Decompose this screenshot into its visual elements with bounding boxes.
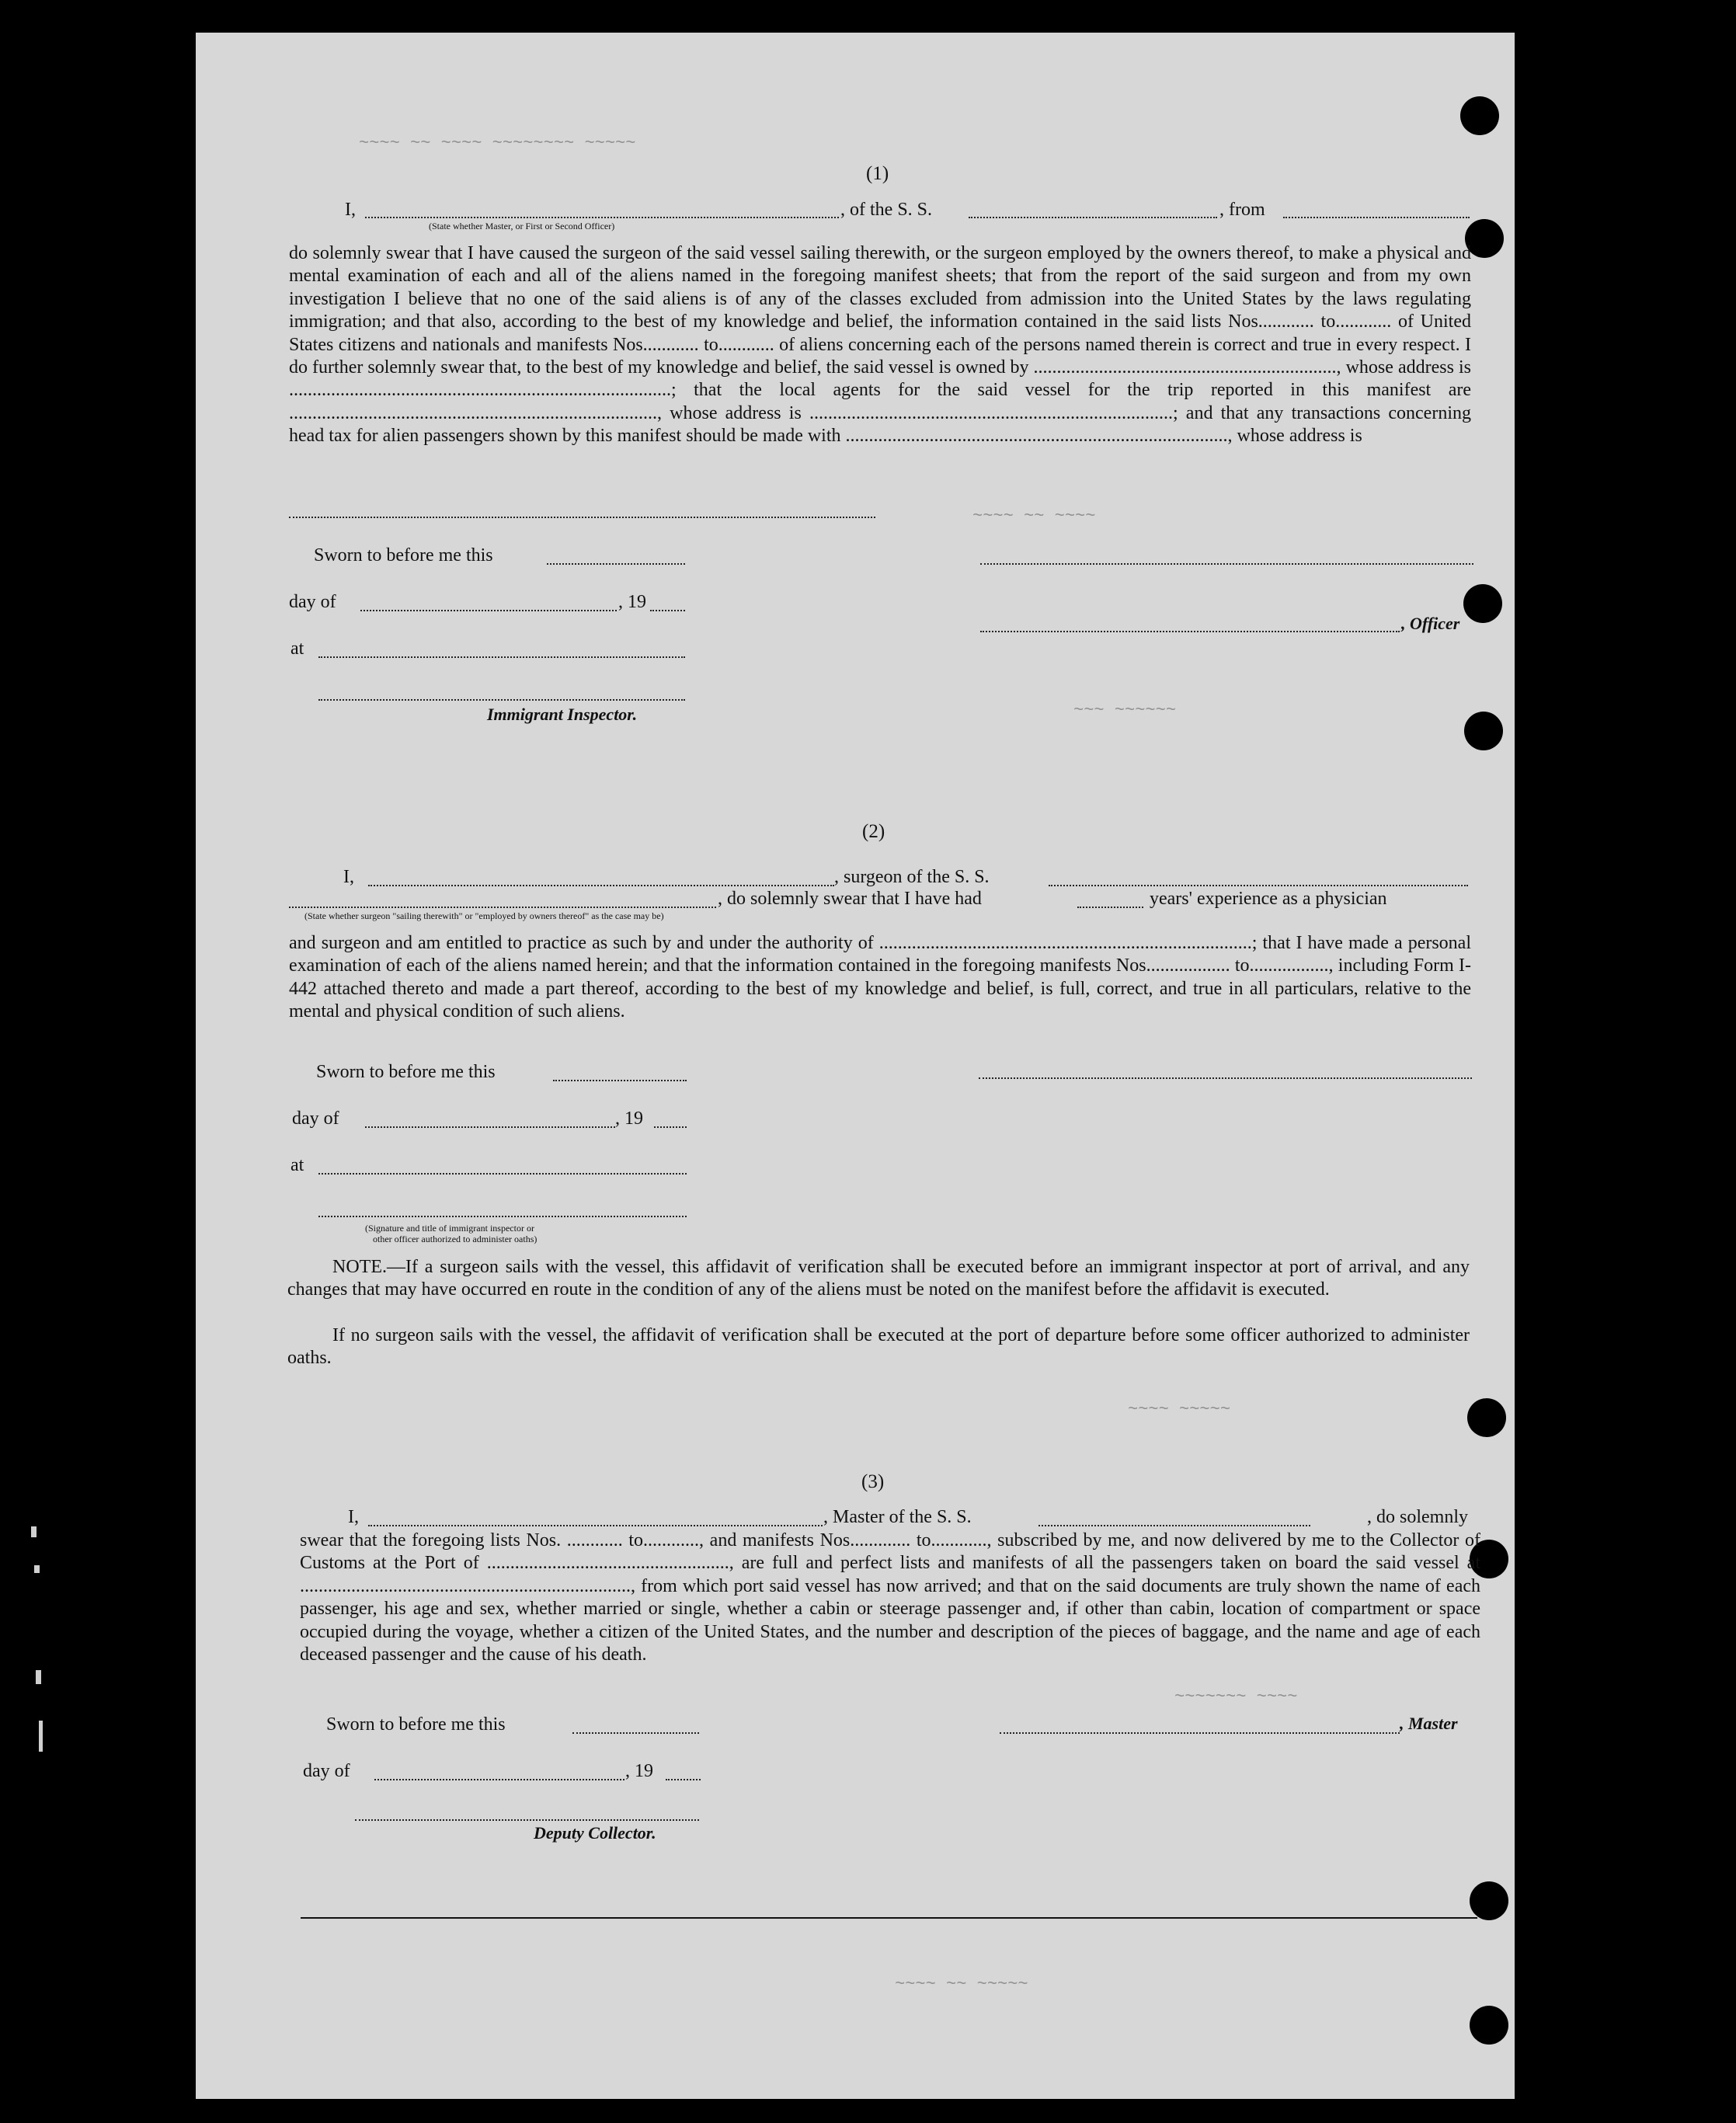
officer-title-field[interactable]: [980, 631, 1400, 632]
sworn-label: Sworn to before me this: [314, 545, 493, 566]
master-vessel-field[interactable]: [1038, 1525, 1310, 1526]
year-field[interactable]: [666, 1779, 701, 1780]
sworn-date-field[interactable]: [572, 1732, 699, 1734]
of-ss-label: , of the S. S.: [840, 200, 933, 220]
day-of-label: day of: [289, 592, 336, 612]
at-place-field[interactable]: [318, 1173, 687, 1175]
punch-hole: [1470, 2006, 1508, 2045]
from-port-field[interactable]: [1283, 217, 1470, 218]
surgeon-status-hint: (State whether surgeon "sailing therewith" or "employed by owners thereof" as the case may be): [304, 910, 664, 921]
surgeon-status-field[interactable]: [289, 907, 716, 908]
at-label: at: [290, 639, 304, 659]
sworn-date-field[interactable]: [553, 1080, 687, 1081]
film-speck: [31, 1526, 37, 1537]
surgeon-vessel-field[interactable]: [1049, 885, 1468, 886]
year-label: , 19: [618, 592, 646, 612]
bleed-through-text: ~~~~ ~~ ~~~~~: [895, 1975, 1028, 1994]
years-experience-label: years' experience as a physician: [1150, 889, 1387, 909]
section-3-heading: (3): [861, 1471, 885, 1492]
sworn-label: Sworn to before me this: [326, 1714, 506, 1735]
note-paragraph-2: If no surgeon sails with the vessel, the affidavit of verification shall be executed at the port of departure before some officer authorized to administer oaths.: [287, 1325, 1470, 1369]
surgeon-of-ss-label: , surgeon of the S. S.: [834, 867, 990, 887]
section-2-oath-text: and surgeon and am entitled to practice as such by and under the authority of ................................................................................; that I have made a personal examination of each of the aliens named herein; and that the information contained in the foregoing manifests Nos.................. to................., including Form I-442 attached thereto and made a part thereof, according to the best of my knowledge and belief, is full, correct, and true in all particulars, relative to the mental and physical condition of such aliens.: [289, 933, 1471, 1022]
film-speck: [34, 1565, 40, 1573]
section-2-heading: (2): [862, 821, 885, 842]
administering-officer-caption-1: (Signature and title of immigrant inspector or: [365, 1223, 534, 1234]
film-speck: [36, 1670, 41, 1684]
section-1-oath-text: do solemnly swear that I have caused the surgeon of the said vessel sailing therewith, or the surgeon employed by the owners thereof, to make a physical and mental examination of each and all of the aliens named in the foregoing manifest sheets; that from the report of the said surgeon and from my own investigation I believe that no one of the said aliens is of any of the classes excluded from admission into the United States by the laws regulating immigration; and that also, according to the best of my knowledge and belief, the information contained in the said lists Nos............ to............ of United States citizens and nationals and manifests Nos............ to............ of aliens concerning each of the persons named therein is correct and true in every respect. I do further solemnly swear that, to the best of my knowledge and belief, the said vessel is owned by ................................................................., whose address is ..................................................................................; that the local agents for the said vessel for the trip reported in this manifest are ..............................................................................., whose address is ..............................................................................; and that any transactions concerning head tax for alien passengers shown by this manifest should be made with .................................................................................., whose address is: [289, 243, 1471, 447]
from-label: , from: [1219, 200, 1265, 220]
master-name-field[interactable]: [368, 1525, 823, 1526]
master-name-label: I,: [348, 1507, 359, 1527]
form-page: [196, 33, 1515, 2099]
punch-hole: [1464, 712, 1503, 750]
day-of-field[interactable]: [360, 610, 617, 611]
master-caption: , Master: [1400, 1714, 1458, 1733]
vessel-name-field[interactable]: [969, 217, 1217, 218]
surgeon-name-label: I,: [343, 867, 354, 887]
administering-officer-signature-field[interactable]: [318, 1216, 687, 1217]
year-field[interactable]: [650, 610, 685, 611]
bleed-through-text: ~~~~ ~~ ~~~~: [972, 506, 1096, 526]
day-of-field[interactable]: [365, 1126, 615, 1128]
section-3-oath-text: swear that the foregoing lists Nos. ............ to............, and manifests Nos............. to............, subscribed by me, and now delivered by me to the Collector of Customs at the Port of ...................................................., are full and perfect lists and manifests of all the passengers taken on board the said vessel at ......................................................................., from which port said vessel has now arrived; and that on the said documents are truly shown the name of each passenger, his age and sex, whether married or single, whether a cabin or steerage passenger and, if other than cabin, location of compartment or space occupied during the voyage, whether a citizen of the United States, and the number and description of the pieces of baggage, and the name and age of each deceased passenger and the cause of his death.: [300, 1530, 1480, 1665]
sworn-label: Sworn to before me this: [316, 1062, 496, 1082]
officer-signature-field[interactable]: [980, 563, 1473, 565]
punch-hole: [1463, 584, 1502, 623]
bleed-through-text: ~~~ ~~~~~~: [1073, 701, 1177, 720]
bottom-rule: [301, 1917, 1477, 1919]
officer-name-label: I,: [345, 200, 356, 220]
sworn-date-field[interactable]: [547, 563, 685, 565]
note-paragraph-1: NOTE.—If a surgeon sails with the vessel, this affidavit of verification shall be executed before an immigrant inspector at port of arrival, and any changes that may have occurred en route in the condition of any of the aliens must be noted on the manifest before the affidavit is executed.: [287, 1257, 1470, 1300]
at-place-field[interactable]: [318, 656, 685, 658]
years-experience-field[interactable]: [1077, 907, 1143, 908]
year-label: , 19: [615, 1108, 643, 1129]
at-label: at: [290, 1155, 304, 1175]
day-of-label: day of: [303, 1761, 350, 1781]
master-of-ss-label: , Master of the S. S.: [823, 1507, 972, 1527]
administering-officer-caption-2: other officer authorized to administer oaths): [373, 1234, 537, 1244]
day-of-field[interactable]: [374, 1779, 624, 1780]
surgeon-name-field[interactable]: [368, 885, 834, 886]
surgeon-signature-field[interactable]: [979, 1077, 1472, 1079]
year-field[interactable]: [654, 1126, 687, 1128]
address-continuation-field[interactable]: [289, 517, 875, 518]
punch-hole: [1460, 96, 1499, 135]
film-speck: [39, 1721, 43, 1752]
bleed-through-text: ~~~~ ~~ ~~~~ ~~~~~~~~ ~~~~~: [359, 134, 636, 153]
officer-name-field[interactable]: [365, 217, 839, 218]
deputy-collector-caption: Deputy Collector.: [534, 1823, 656, 1843]
bleed-through-text: ~~~~~~~ ~~~~: [1174, 1687, 1298, 1707]
officer-rank-hint: (State whether Master, or First or Second Officer): [429, 221, 615, 231]
immigrant-inspector-caption: Immigrant Inspector.: [487, 705, 638, 724]
day-of-label: day of: [292, 1108, 339, 1129]
deputy-collector-signature-field[interactable]: [355, 1819, 699, 1821]
bleed-through-text: ~~~~ ~~~~~: [1128, 1400, 1231, 1419]
officer-caption: , Officer: [1401, 614, 1460, 633]
master-signature-field[interactable]: [1000, 1732, 1400, 1734]
surgeon-swear-label: , do solemnly swear that I have had: [718, 889, 982, 909]
inspector-signature-field[interactable]: [318, 699, 685, 701]
section-1-heading: (1): [866, 163, 889, 184]
punch-hole: [1467, 1398, 1506, 1437]
do-solemnly-label: , do solemnly: [1367, 1507, 1468, 1527]
punch-hole: [1470, 1881, 1508, 1920]
year-label: , 19: [625, 1761, 653, 1781]
